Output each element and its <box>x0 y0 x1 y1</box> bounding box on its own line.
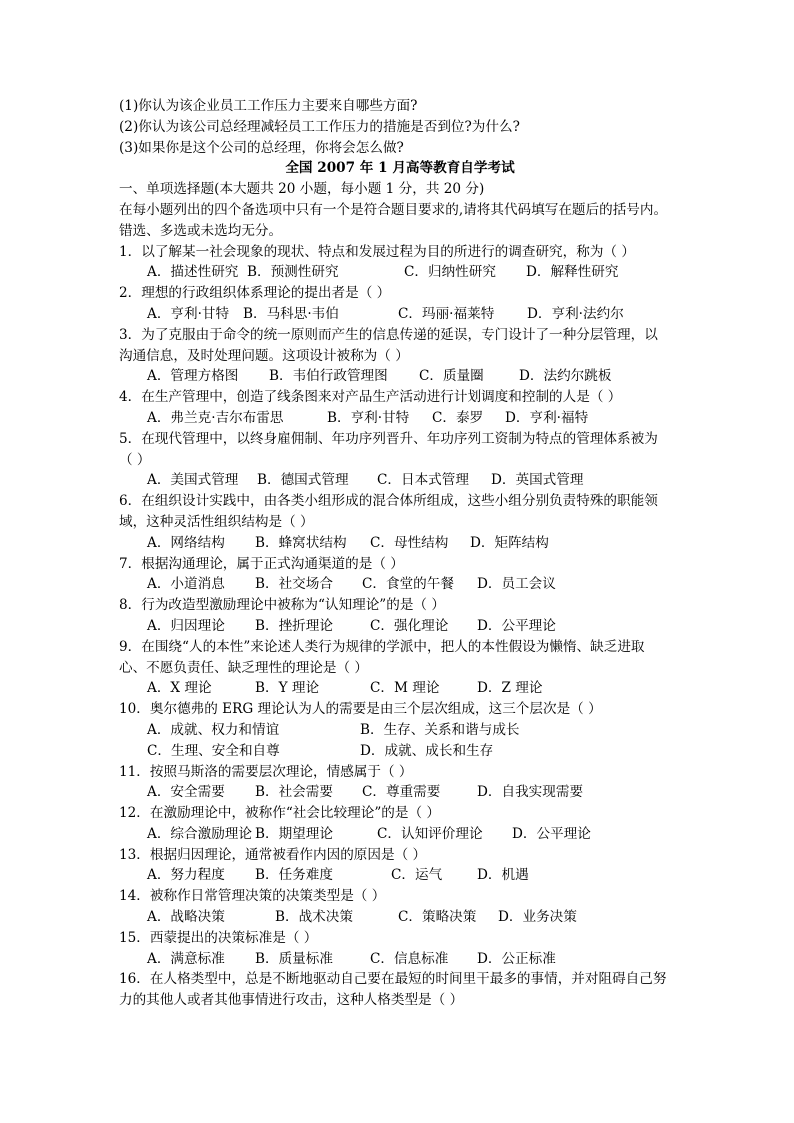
question-2 <box>119 283 681 325</box>
options-row <box>119 907 681 928</box>
exam-title: 全国 2007 年 1 月高等教育自学考试 <box>285 160 515 177</box>
option-d: D．业务决策 <box>498 909 577 926</box>
option-b: B．社交场合 <box>255 576 333 593</box>
question-6 <box>119 491 681 553</box>
question-15 <box>119 928 681 970</box>
option-a: A．网络结构 <box>147 534 225 551</box>
options-row <box>119 304 681 325</box>
page-content <box>119 96 681 1011</box>
options-row <box>119 533 681 554</box>
question-stem-line: 9．在围绕“人的本性”来论述人类行为规律的学派中，把人的本性假设为懒惰、缺乏进取 <box>119 638 645 655</box>
option-b: B．期望理论 <box>255 825 333 842</box>
option-d: D．英国式管理 <box>491 472 584 489</box>
question-stem-line: 3．为了克服由于命令的统一原则而产生的信息传递的延误，专门设计了一种分层管理，以 <box>119 326 658 343</box>
option-b: B．韦伯行政管理图 <box>269 368 388 385</box>
option-a: A．美国式管理 <box>147 472 239 489</box>
options-row <box>119 782 681 803</box>
option-a: A．X 理论 <box>147 680 212 697</box>
options-row <box>119 616 681 637</box>
option-b: B．生存、关系和谐与成长 <box>360 721 520 738</box>
question-stem-line: 6．在组织设计实践中，由各类小组形成的混合体所组成，这些小组分别负责特殊的职能领 <box>119 493 658 510</box>
option-b: B．社会需要 <box>255 784 333 801</box>
question-stem-line: 13．根据归因理论，通常被看作内因的原因是（ ） <box>119 846 427 863</box>
option-b: B．马科思·韦伯 <box>243 305 339 322</box>
option-c: C．归纳性研究 <box>404 264 496 281</box>
option-c: C．强化理论 <box>370 617 449 634</box>
question-stem-line: 4．在生产管理中，创造了线条图来对产品生产活动进行计划调度和控制的人是（ ） <box>119 389 622 406</box>
option-b: B．Y 理论 <box>255 680 320 697</box>
option-c: C．质量圈 <box>419 368 484 385</box>
option-d: D．公平理论 <box>477 617 556 634</box>
option-c: C．日本式管理 <box>377 472 469 489</box>
question-stem-line: 14．被称作日常管理决策的决策类型是（ ） <box>119 888 386 905</box>
question-stem-line: 2．理想的行政组织体系理论的提出者是（ ） <box>119 285 391 302</box>
question-1 <box>119 242 681 284</box>
option-b: B．挫折理论 <box>255 617 333 634</box>
option-c: C．策略决策 <box>398 909 477 926</box>
option-b: B．质量标准 <box>255 950 333 967</box>
question-9 <box>119 637 681 699</box>
options-row <box>119 720 681 741</box>
option-a: A．满意标准 <box>147 950 225 967</box>
option-a: A．安全需要 <box>147 784 225 801</box>
option-a: A．描述性研究 <box>147 264 239 281</box>
option-a: A．亨利·甘特 <box>147 305 230 322</box>
option-a: A．归因理论 <box>147 617 225 634</box>
section-instruction-line: 在每小题列出的四个备选项中只有一个是符合题目要求的,请将其代码填写在题后的括号内。 <box>119 201 668 218</box>
question-stem-line: 心、不愿负责任、缺乏理性的理论是（ ） <box>119 659 369 676</box>
option-d: D．成就、成长和生存 <box>360 742 494 759</box>
option-c: C．生理、安全和自尊 <box>147 742 280 759</box>
option-a: A．弗兰克·吉尔布雷思 <box>147 409 284 426</box>
option-c: C．泰罗 <box>432 409 484 426</box>
option-c: C．M 理论 <box>370 680 440 697</box>
question-stem-line: 1．以了解某一社会现象的现状、特点和发展过程为目的所进行的调查研究，称为（ ） <box>119 243 635 260</box>
option-a: A．努力程度 <box>147 867 225 884</box>
question-stem-line: 15．西蒙提出的决策标准是（ ） <box>119 929 318 946</box>
question-11 <box>119 762 681 804</box>
option-d: D．Z 理论 <box>477 680 543 697</box>
options-row <box>119 741 681 762</box>
section-instruction-line: 错选、多选或未选均无分。 <box>119 222 283 239</box>
options-row <box>119 949 681 970</box>
options-row <box>119 366 681 387</box>
option-a: A．综合激励理论 <box>147 825 252 842</box>
option-a: A．管理方格图 <box>147 368 239 385</box>
option-d: D．公平理论 <box>512 825 591 842</box>
options-row <box>119 678 681 699</box>
question-8 <box>119 595 681 637</box>
question-stem-line: 力的其他人或者其他事情进行攻击，这种人格类型是（ ） <box>119 992 464 1009</box>
options-row <box>119 865 681 886</box>
question-stem-line: 16．在人格类型中，总是不断地驱动自己要在最短的时间里干最多的事情，并对阻碍自己努 <box>119 971 667 988</box>
question-stem-line: 域，这种灵活性组织结构是（ ） <box>119 513 314 530</box>
question-12 <box>119 803 681 845</box>
question-stem-line: （ ） <box>119 451 151 468</box>
option-b: B．蜂窝状结构 <box>255 534 347 551</box>
option-c: C．食堂的午餐 <box>362 576 454 593</box>
options-row <box>119 574 681 595</box>
option-d: D．自我实现需要 <box>477 784 584 801</box>
option-d: D．公正标准 <box>477 950 556 967</box>
question-stem-line: 7．根据沟通理论，属于正式沟通渠道的是（ ） <box>119 555 404 572</box>
option-d: D．员工会议 <box>477 576 556 593</box>
options-row <box>119 824 681 845</box>
options-row <box>119 262 681 283</box>
question-14 <box>119 886 681 928</box>
question-stem-line: 8．行为改造型激励理论中被称为“认知理论”的是（ ） <box>119 597 445 614</box>
option-c: C．认知评价理论 <box>377 825 483 842</box>
option-b: B．德国式管理 <box>257 472 349 489</box>
option-b: B．预测性研究 <box>247 264 339 281</box>
question-5 <box>119 429 681 491</box>
option-d: D．机遇 <box>477 867 529 884</box>
question-stem-line: 12．在激励理论中，被称作“社会比较理论”的是（ ） <box>119 805 440 822</box>
case-question-3: (3)如果你是这个公司的总经理，你将会怎么做? <box>119 139 404 156</box>
option-d: D．亨利·福特 <box>505 409 589 426</box>
option-c: C．母性结构 <box>370 534 449 551</box>
question-stem-line: 沟通信息，及时处理问题。这项设计被称为（ ） <box>119 347 409 364</box>
question-stem-line: 11．按照马斯洛的需要层次理论，情感属于（ ） <box>119 763 413 780</box>
question-stem-line: 5．在现代管理中，以终身雇佣制、年功序列晋升、年功序列工资制为特点的管理体系被为 <box>119 430 658 447</box>
question-stem-line: 10．奥尔德弗的 ERG 理论认为人的需要是由三个层次组成，这三个层次是（ ） <box>119 701 602 718</box>
option-a: A．成就、权力和情谊 <box>147 721 280 738</box>
question-7 <box>119 554 681 596</box>
option-c: C．运气 <box>391 867 443 884</box>
option-c: C．信息标准 <box>370 950 449 967</box>
options-row <box>119 470 681 491</box>
question-4 <box>119 387 681 429</box>
option-a: A．小道消息 <box>147 576 225 593</box>
option-b: B．战术决策 <box>275 909 353 926</box>
option-c: C．尊重需要 <box>362 784 441 801</box>
question-10 <box>119 699 681 761</box>
question-13 <box>119 845 681 887</box>
case-question-2: (2)你认为该公司总经理减轻员工工作压力的措施是否到位?为什么? <box>119 118 520 135</box>
option-c: C．玛丽·福莱特 <box>398 305 495 322</box>
option-d: D．解释性研究 <box>526 264 619 281</box>
option-d: D．法约尔跳板 <box>519 368 612 385</box>
section-heading: 一、单项选择题(本大题共 20 小题，每小题 1 分，共 20 分) <box>119 181 485 198</box>
option-d: D．亨利·法约尔 <box>527 305 624 322</box>
option-b: B．任务难度 <box>255 867 333 884</box>
option-b: B．亨利·甘特 <box>327 409 410 426</box>
question-16 <box>119 969 681 1011</box>
question-3 <box>119 325 681 387</box>
question-list <box>119 242 681 1011</box>
case-question-1: (1)你认为该企业员工工作压力主要来自哪些方面? <box>119 98 418 114</box>
options-row <box>119 408 681 429</box>
option-d: D．矩阵结构 <box>470 534 549 551</box>
option-a: A．战略决策 <box>147 909 225 926</box>
